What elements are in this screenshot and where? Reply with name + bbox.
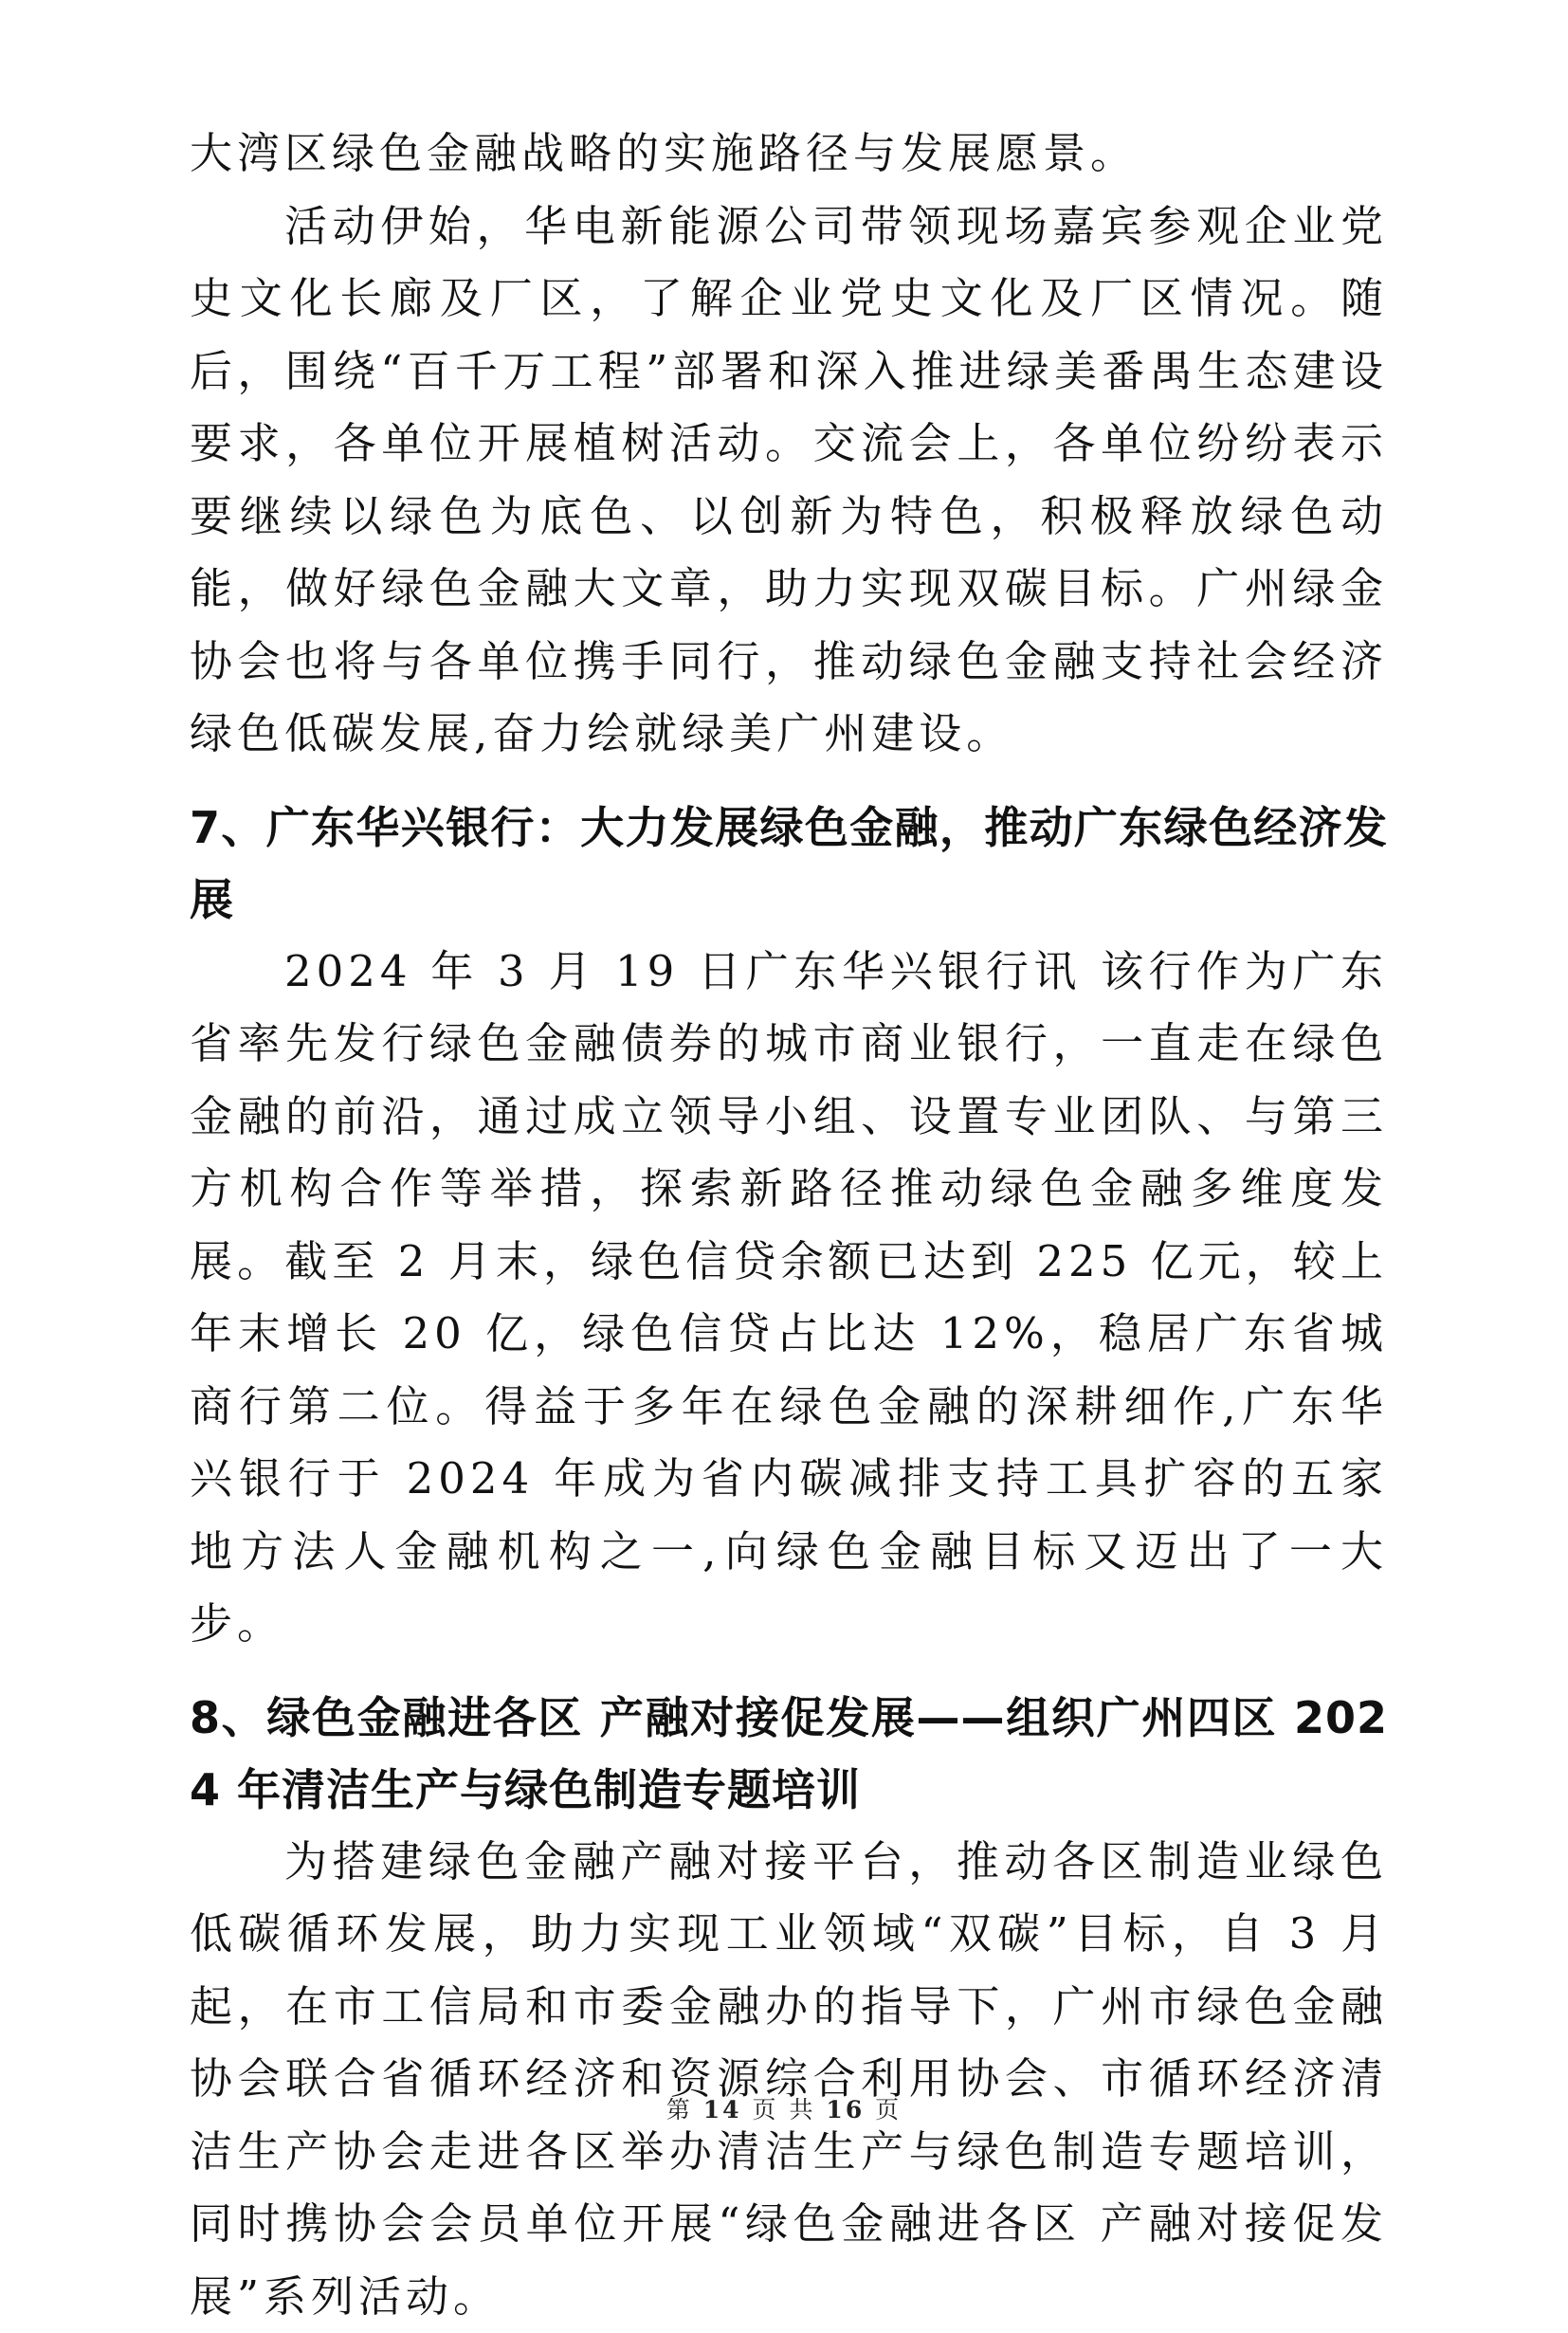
paragraph-continuation: 大湾区绿色金融战略的实施路径与发展愿景。 <box>190 118 1388 191</box>
paragraph-training: 为搭建绿色金融产融对接平台，推动各区制造业绿色低碳循环发展，助力实现工业领域“双碳”目标，自 3 月起，在市工信局和市委金融办的指导下，广州市绿色金融协会联合省循环经济和资源综合利用协会、市循环经济清洁生产协会走进各区举办清洁生产与绿色制造专题培训，同时携协会会员单位开展“绿色金融进各区 产融对接促发展”系列活动。 <box>190 1826 1388 2333</box>
section-heading-8: 8、绿色金融进各区 产融对接促发展——组织广州四区 2024 年清洁生产与绿色制造专题培训 <box>190 1682 1388 1826</box>
section-gap <box>190 771 1388 792</box>
page-number-footer <box>0 2091 1568 2125</box>
section-gap <box>190 1661 1388 1682</box>
paragraph-activity: 活动伊始，华电新能源公司带领现场嘉宾参观企业党史文化长廊及厂区，了解企业党史文化及厂区情况。随后，围绕“百千万工程”部署和深入推进绿美番禺生态建设要求，各单位开展植树活动。交流会上，各单位纷纷表示要继续以绿色为底色、以创新为特色，积极释放绿色动能，做好绿色金融大文章，助力实现双碳目标。广州绿金协会也将与各单位携手同行，推动绿色金融支持社会经济绿色低碳发展,奋力绘就绿美广州建设。 <box>190 191 1388 771</box>
footer-prefix: 第 <box>666 2096 693 2123</box>
total-page-number: 16 <box>826 2096 865 2123</box>
footer-suffix: 页 <box>875 2096 902 2123</box>
section-heading-7: 7、广东华兴银行：大力发展绿色金融，推动广东绿色经济发展 <box>190 792 1388 936</box>
footer-middle: 页 共 <box>753 2096 816 2123</box>
page-body <box>190 118 1388 2333</box>
paragraph-huaxing-bank: 2024 年 3 月 19 日广东华兴银行讯 该行作为广东省率先发行绿色金融债券的城市商业银行，一直走在绿色金融的前沿，通过成立领导小组、设置专业团队、与第三方机构合作等举措，探索新路径推动绿色金融多维度发展。截至 2 月末，绿色信贷余额已达到 225 亿元，较上年末增长 20 亿，绿色信贷占比达 12%，稳居广东省城商行第二位。得益于多年在绿色金融的深耕细作,广东华兴银行于 2024 年成为省内碳减排支持工具扩容的五家地方法人金融机构之一,向绿色金融目标又迈出了一大步。 <box>190 936 1388 1661</box>
current-page-number: 14 <box>703 2096 742 2123</box>
